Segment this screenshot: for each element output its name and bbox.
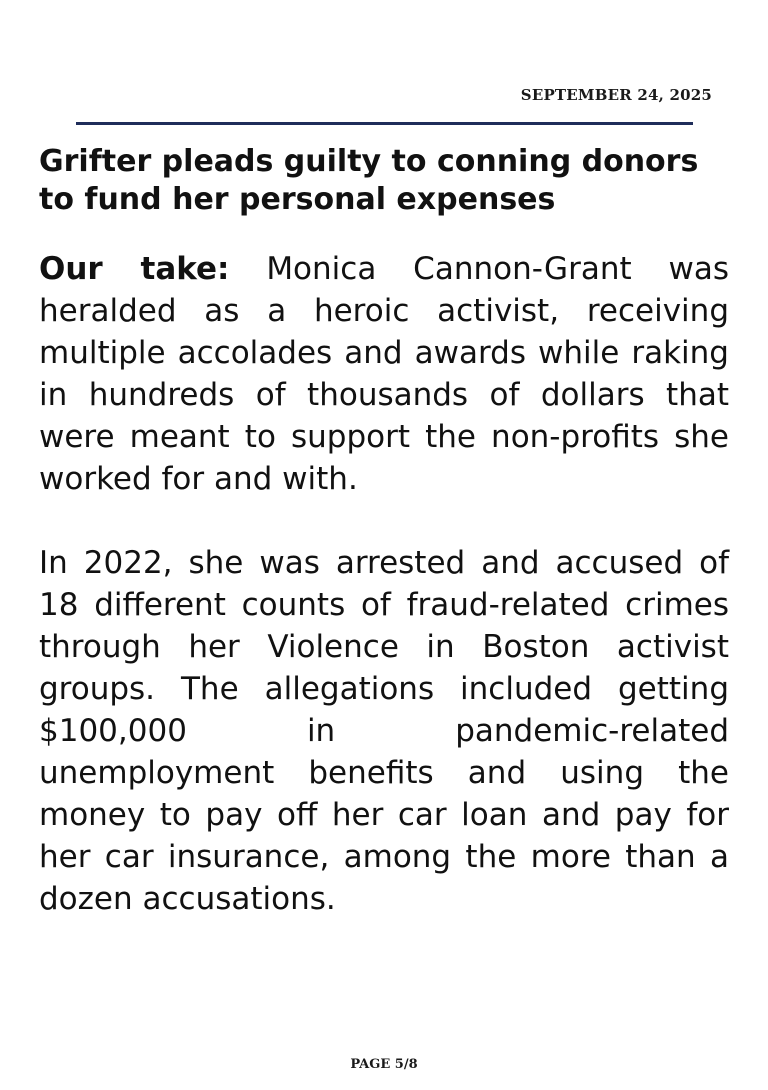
article-body — [39, 248, 729, 920]
paragraph-our-take — [39, 248, 729, 500]
page-number: PAGE 5/8 — [350, 1057, 418, 1072]
our-take-label: Our take: — [39, 251, 230, 287]
header-divider — [76, 122, 693, 125]
date-label: SEPTEMBER 24, 2025 — [520, 86, 712, 104]
paragraph-1-text: Monica Cannon-Grant was heralded as a heroic activist, receiving multiple accolades and awards while raking in hundreds of thousands of dollars that were meant to support the non-profits she worked for and with. — [39, 251, 729, 497]
article-headline: Grifter pleads guilty to conning donors to fund her personal expenses — [39, 144, 699, 217]
paragraph-2: In 2022, she was arrested and accused of 18 different counts of fraud-related crimes through her Violence in Boston activist groups. The allegations included getting $100,000 in pandemic-related unemployment benefits and using the money to pay off her car loan and pay for her car insurance, among the more than a dozen accusations. — [39, 545, 729, 917]
